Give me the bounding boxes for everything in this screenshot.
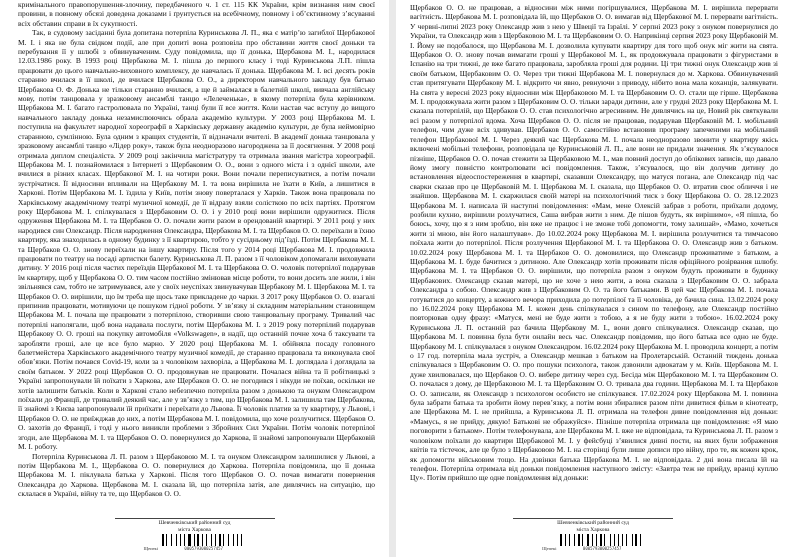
barcode-number: 0005793000257457 — [582, 546, 622, 551]
court-city: міста Харкова — [576, 526, 610, 533]
barcode-icon — [162, 534, 245, 546]
barcode-number: 0005793000257457 — [184, 546, 223, 551]
paragraph: Потерпіла Куринськова Л. П. разом з Щербаковою М. І. та онуком Олександром залишилися у Львові, а потім Щербакова М. І., Щербакова О. О. повернулися до Харкова. Потерпіла повідомила, що її донька Щербакова М. І. піклувала батька у Харкові. Після того Щербаков О. О. почав вимагати повернення Олександра до Харкова. Щербакова М. І. сказала їй, що потерпіла затія, але дивлячись на ситуацію, що склалася в Україні, війну та те, що Щербаков О. О. — [18, 451, 375, 499]
barcode-icon — [560, 534, 643, 546]
court-name: Шевченківський районний суд — [158, 520, 231, 527]
court-stamp-right — [513, 518, 673, 551]
right-page-body — [410, 3, 778, 523]
doc-id-label: Щепекі — [542, 546, 557, 551]
right-page-footer — [396, 518, 790, 555]
document-page-left — [0, 0, 389, 557]
left-page-footer — [0, 518, 389, 555]
paragraph: Так, в судовому засіданні була допитана потерпіла Куринськова Л. П., яка є матір’ю загиблої Щербакової М. І. і яка не була свідком події, але при допиті вона розповіла про обставини життя своєї доньки та перебування її у шлюбі з обвинуваченим. Суду повідомила, що її донька, Щербакова М. І., народилася 12.03.1986 року. В 1993 році Щербакова М. І. пішла до першого класу і тоді Куринськова Л.П. пішла працювати до цього навчально-виховного комплексу, де навчалась її донька. Щербакова М. І. всі десять років старанно вчилася в її школі, де вчилася Щербакова О. О., а директором навчального закладу був батько Щербакова О. Ф. Донька не тільки старанно вчилася, а ще й займалася в балетній школі, вивчала англійську мову, потім танцювала у зразковому ансамблі танцю «Лелеченька», в якому потерпіла була керівником. Щербакова М. І. багато гастролювала по Україні, танці були її все життя. Коли настав час вступу до вищого навчального закладу донька незамислюючись обрала академію культури. У 2003 році Щербакова М. І. поступила на факультет народної хореографії в Харківську державну академію культури, де була неймовірно старанною, сумлінною. Була одним з кращих студентів, її відзначали вчителі. В академії донька танцювала у зразковому ансамблі танцю «Лідер року», також була неодноразово нагороджена за її досягнення. У 2008 році отримала диплом спеціаліста. У 2009 році закінчила магістратуру та отримала звання магістра хореографії. Щербакова М. І. познайомилася з Інтернеті з Щербаковим О. О., вони з одного міста і з однієї школи, але вчилися в різних класах. Щербакової М. І. на чотири роки. Вони почали переписуватися, а потім почали зустрічатися. Її відносини впливали на Щербакову М. І. та вона вирішила не їхати в Київ, а лишитися в Харкові. Потім Щербакова М. І. їздила у Київ, потім знову поверталася у Харків. Також вона працювала по Харківському академічному театрі музичної комедії, де її відразу взяли солісткою по всіх партіях. Протягом року Щербакова М. І. спілкувалася з Щербаковим О. О. і у 2010 році вони вирішили одружитися. Після одруження Щербакова М. І. та Щербаков О. О. почали жити разом в орендованій квартирі. У 2011 році у них народився син Олександр. Після народження Олександра, Щербакова М. І. та Щербаков О. О. переїхали в їхню квартиру, яка знаходилась в одному будинку з її квартирою, тобто у сусідньому під’їзді. Потім Щербакова М. І. та Щербаков О. О. знову переїхали на іншу квартиру. Після того у 2014 році Щербакова М. І. продовжила працювати по театру на посаді артистки балету. Куринськова Л. П. разом з її чоловіком допомагали виховувати дитину. У 2016 році після частих переїздів Щербакової М. І. та Щербакова О. О. чоловік потерпілої подарував їм квартиру, щоб у Щербакова О. О. тим часом постійно змінював місце роботи, то вони досить зле жили, і він звільнявся сам, тобто не затримувався, але у своїх неуспіхах звинувачував Щербакову М. І. Щербакова М. І. та Щербаков О. О. вирішили, що їм треба ще щось таке прикладене до чарки. З 2017 року Щербаков О. О. взагалі припинив працювати, мотивуючи це пошуком гідної роботи. У зв’язку зі складним матеріальним становищем Щербакова М. І. почала ще працювати з потерпілою, створивши свою танцювальну програму. Тривалий час потерпілі наполягали, щоб вона надавала послуги, потім Щербакова М. І. з 2019 року потерпілий подарував Щербакову О. О. гроші на покупку автомобіля «Volkswagen», в надії, що останній почне хоча б таксувати та заробляти гроші, але це все було марно. У 2020 році Щербакова М. І. обійняла посаду головного балетмейстера Харківського академічного театру музичної комедії, де старанно працювала та виконувала свої обов’язки. Потім почався Covid-19, коли за з чоловіком захворіла, а Щербакова М. І. доглядала і доглядала за своїм батьком. У 2022 році Щербаков О. О. продовжував не працювати. Почалася війна та її робітницькі з Україні запропонували їй поїхати з Харкова, але Щербаков О. О. не погодився і нікуди не поїхав, оскільки не хотів залишити батьків. Коли в Харкові стало небезпечно потерпіла разом з донькою та онуком Олександром поїхали до Франції, де тривалий деякий час, але у зв’язку з тим, що Щербакова М. І. залишила там Щербакова, її знайомі з Києва запропонували їй приїхати і переїхати до Львова. Її чоловік платив за ту квартиру, у Львові, і Щербаков О. О. не приїжджав до них, а потім Щербакова М. І. повідомила, що хоче розлучитися. Щербаков О. О. захотів до Франції, і тоді у нього виникли проблеми з Збройних Сил України. Потім чоловік потерпілої згоди, але Щербакова М. І. та Щербаков О. О. повернулися до Харкова, її знайомі запропонували Щербаковій М. І. роботу. — [18, 28, 375, 452]
left-page-body — [18, 0, 375, 520]
court-stamp-left — [115, 518, 275, 551]
court-city: міста Харкова — [177, 526, 211, 533]
paragraph: Щербаков О. О. не працював, а відносини між ними погіршувалися, Щербакова М. І. вирішила перервати вагітність. Щербакова М. І. розповідала їй, що Щербаков О. О. вимагав від Щербакової М. І. перервати вагітність. У червні-липні 2023 року Олександр жив з нею у Швеції та Ізраїлі. У серпні 2023 року з онуком повернулися до України, та Олександр жив з Щербаковою М. І. та Щербаковим О. О. Наприкінці серпня 2023 року Щербаковій М. І. Йому не подобалося, що Щербакова М. І. дозволила купувати квартиру для того щоб онук міг жити на свята. Щербаков О. О. знову почав вимагати гроші у Щербакової М. І., як продовжувала працювати з фігуристами в Іспанію на три тижні, де вже багато працювала, заробляла гроші для родини. Ці три тижні онук Олександр жив зі своїм батьком, Щербаковим О. О. Через три тижні Щербакова М. І. повернулася до м. Харкова. Обвинувачений став притягувати Щербакову М. І. відкрито чи явно, ревнуючи з приводу, нібито вона мала коханців, залякувати. На свята у вересні 2023 року відносини між Щербаковою М. І. та Щербаковим О. О. стали ще гірше. Щербакова М. І. продовжувала жити разом з Щербаковим О. О. тільки заради дитини, але у грудні 2023 року Щербакова М. І. сказала потерпілій, що Щербаков О. О. став психологічно агресивним. Не дивлячись на це, Новий рік святкували всі разом у потерпілої вдома. Хоча Щербаков О. О. після не працював, подарував Щербаковій М. І. мобільний телефон, чим дуже всіх здивував. Щербаков О. О. самостійно встановив програму запеченими на мобільний телефон Щербакової М. І. Через деякий час Щербакова М. І. почала неодноразово звонити у квартиру якісь включені мобільні телефони, розповідала це Куринськовій Л. П., але вони не придали значення. Як з’ясувалося пізніше, Щербаков О. О. почав стежити за Щербаковою М. І., мав повний доступ до облікових записів, що давало йому змогу повністю контролювати всі повідомлення. Також, з’ясувалося, що він долучив дитину до встановлення відеоспостереження в квартирі, сказавши Олександру, що матуся погана, але Олександр під час сварки сказав про це Щербаковій М. І. Щербакова М. І. сказала, що Щербаков О. О. втратив своє обличчя і не знайшов. Щербакова М. І. скаржилася своїй матері на психологічний тиск з боку Щербакова О. О. 28.12.2023 Щербакова М. І. написала їй наступні повідомлення: «Мам, мене Олексій забрав з роботи, приїхали додому, розбили кухню, вирішили розлучатися, Саша вибрав жити з ним. Де пішов будуть, як вирішимо», «Я пішла, бо боюсь, хочу, що я з ним зроблю, він вже не працює і не зможе тобі допомогти, тому залишай», «Мамо, хочеться жити зі мною, він його налаштував». До 10.02.2024 року Щербакова М. І. вирішила розлучитися та тимчасово поїхала жити до потерпілої. Після розлучення Щербакової М. І. та Щербакова О. О. Олександр жив з батьком. 10.02.2024 року Щербакова М. І. та Щербаков О. О. домовилися, що Олександр проживатиме з батьком, а Щербакова М. І. буде бачитися з дитиною. Але Олександр хотів проживати після офіційного розірвання шлюбу. Щербакова М. І. та Щербаков О. О. вирішили, що потерпіла разом з онуком будуть проживати в будинку Щербакових. Олександр сказав матері, що не хоче з нею жити, а вона сказала з Щербаковим О. О. забрала Олександра з собою. Олександр жив з Щербаковим О. О. та його батьками. В цей час Щербакова М. І. почала готуватися до концерту, а кожного вечора приходила до потерпілої та її чоловіка, де бачила сина. 13.02.2024 року по 16.02.2024 року Щербакова М. І. кожен день спілкувалася з сином по телефону, але Олександр постійно повторював одну фразу: «Матуся, мені не буде жити з тобою, а я не буду жити з тобою». 16.02.2024 року Куринськова Л. П. останній раз бачила Щербакову М. І., вони довго спілкувалися. Олександр сказав, що Щербакова М. І. повинна була бути онлайн весь час. Олександр повідомив, що його батька все одно не буде. Щербакову М. І. спілкувалася з онуком Олександром. 16.02.2024 року Щербакова М. І. проводила концерт, а потім о 17 год. потерпіла мала зустріч, а Олександр мешкав з батьком на Пролетарській. Останній тиждень донька спілкувалася з Щербаковим О. О. про пошуки психолога, також дзвонили адвокатам у м. Київ. Щербакова М. І. дуже хвилювалася, що Щербаков О. О. вибере дитину через суд. Бесіда між Щербаковою М. І. та Щербаковим О. О. почалася з дому, де Щербаковою М. І. та Щербаковим О. О. тривала два години. Щербакова М. І. та Щербаков О. О. записали, як Олександр з психологом особисто не спілкувався. 17.02.2024 року Щербакова М. І. повинна була забрати батька та зробити йому перев’язку, а потім вони збиралися разом піти дивитися фільм в кінотеатр, але Щербакова М. І. не прийшла, а Куринськова Л. П. отримала на телефон дивне повідомлення від доньки: «Мамусь, я не прийду, дякую! Батькові не ображуйся». Пізніше потерпіла отримала ще повідомлення: «Я маю поговорити з батьком». Потім телефонувала, але Щербакова М. І. вже не відповідала, та Куринськова Л. П. разом з чоловіком поїхали до квартири Щербакової М. І. у фейсбуці з’явилися дивні пости, на яких були зображення квітів та тістечок, але це було з Щербаковою М. І. на сторінці були лише дописи про війну, про те, як кожен крок, як допомогти військовим тощо. На дзвінки батька Щербакова М. І. не відповідала. 2 дні вона писала їй на телефон. Потерпіла отримала від доньки повідомлення наступного змісту: «Завтра теж не прийду, вранці куплю Цу». Потім прийшло ще одне повідомлення від доньки: — [410, 3, 778, 483]
document-page-right — [396, 0, 790, 557]
court-name: Шевченківський районний суд — [557, 520, 629, 527]
doc-id-label: Щепекі — [143, 546, 158, 551]
paragraph: кримінального правопорушення-злочину, передбаченого ч. 1 ст. 115 КК України, крім визнання ним своєї провини, в повному обсязі доведена доказами і ґрунтується на всебічному, повному і об’єктивному з’ясуванні всіх обставин справи в їх сукупності. — [18, 0, 375, 28]
